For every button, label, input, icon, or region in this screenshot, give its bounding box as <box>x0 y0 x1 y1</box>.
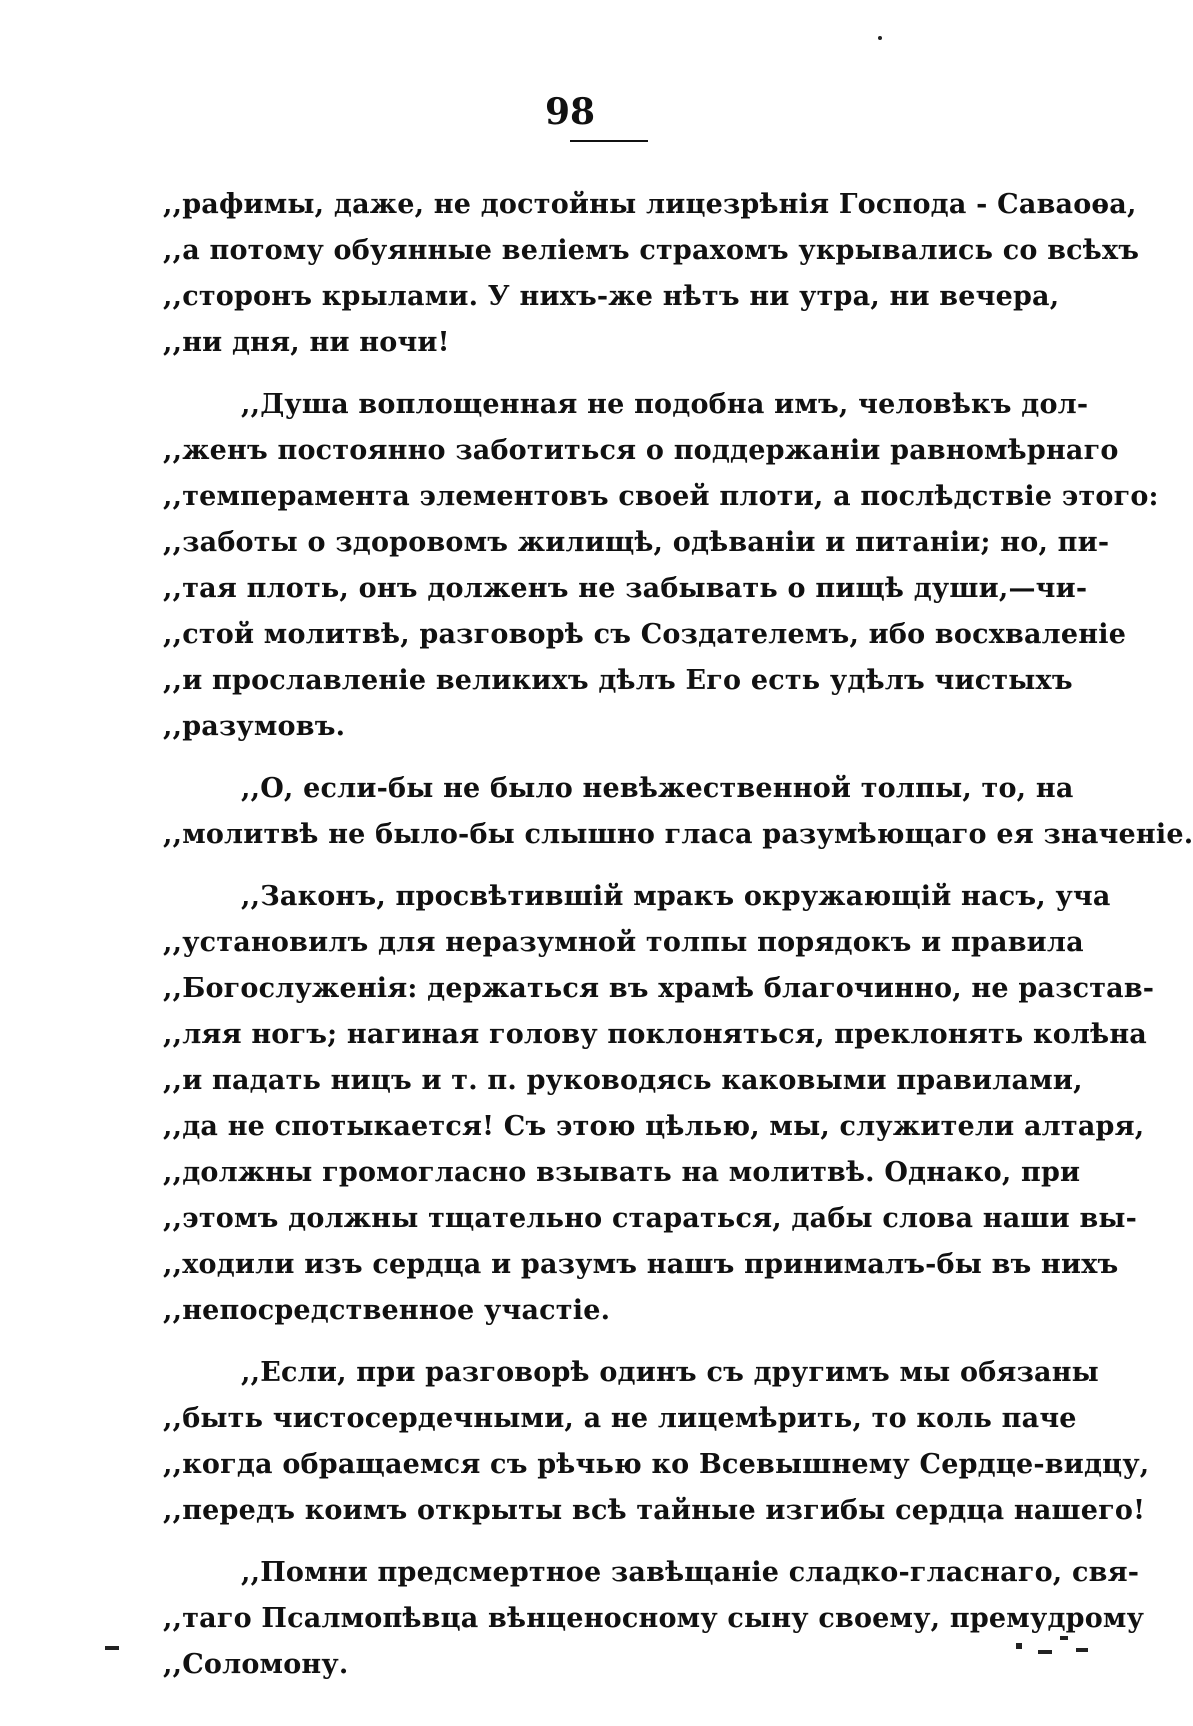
text-line: ,,Если, при разговорѣ одинъ съ другимъ мы обязаны <box>241 1357 1099 1388</box>
text-line: ,,таго Псалмопѣвца вѣнценосному сыну своему, премудрому <box>163 1603 1145 1634</box>
print-speck <box>878 36 882 40</box>
text-line: ,,и прославленіе великихъ дѣлъ Его есть удѣлъ чистыхъ <box>163 665 1073 696</box>
text-line: ,,да не спотыкается! Съ этою цѣлью, мы, служители алтаря, <box>163 1111 1145 1142</box>
text-line: ,,О, если-бы не было невѣжественной толпы, то, на <box>241 773 1074 804</box>
text-line: ,,должны громогласно взывать на молитвѣ. Однако, при <box>163 1157 1081 1188</box>
text-line: ,,Соломону. <box>163 1649 349 1680</box>
page-number-underline <box>570 140 648 142</box>
text-line: ,,этомъ должны тщательно стараться, дабы слова наши вы- <box>163 1203 1138 1234</box>
page-number: 98 <box>544 91 596 133</box>
text-line: ,,рафимы, даже, не достойны лицезрѣнія Господа - Саваоѳа, <box>163 189 1137 220</box>
text-line: ,,ходили изъ сердца и разумъ нашъ принималъ-бы въ нихъ <box>163 1249 1119 1280</box>
text-line: ,,тая плоть, онъ долженъ не забывать о пищѣ души,—чи- <box>163 573 1088 604</box>
text-line: ,,заботы о здоровомъ жилищѣ, одѣваніи и питаніи; но, пи- <box>163 527 1110 558</box>
print-speck <box>1016 1643 1022 1649</box>
text-line: ,,Богослуженія: держаться въ храмѣ благочинно, не разстав- <box>163 973 1155 1004</box>
text-line: ,,ни дня, ни ночи! <box>163 327 450 358</box>
text-line: ,,и падать ницъ и т. п. руководясь каковыми правилами, <box>163 1065 1083 1096</box>
text-line: ,,женъ постоянно заботиться о поддержаніи равномѣрнаго <box>163 435 1119 466</box>
paragraph <box>163 1350 1150 1534</box>
print-speck <box>1060 1636 1068 1640</box>
text-line: ,,когда обращаемся съ рѣчью ко Всевышнему Сердце-видцу, <box>163 1449 1150 1480</box>
text-line: ,,ляя ногъ; нагиная голову поклоняться, преклонять колѣна <box>163 1019 1147 1050</box>
text-line: ,,а потому обуянные веліемъ страхомъ укрывались со всѣхъ <box>163 235 1140 266</box>
paragraph <box>163 382 1159 750</box>
print-speck <box>1038 1650 1052 1654</box>
text-line: ,,Помни предсмертное завѣщаніе сладко-гласнаго, свя- <box>241 1557 1140 1588</box>
text-line: ,,стой молитвѣ, разговорѣ съ Создателемъ, ибо восхваленіе <box>163 619 1127 650</box>
paragraph <box>163 874 1155 1334</box>
text-line: ,,передъ коимъ открыты всѣ тайные изгибы сердца нашего! <box>163 1495 1146 1526</box>
print-speck <box>1076 1648 1088 1652</box>
text-line: ,,установилъ для неразумной толпы порядокъ и правила <box>163 927 1084 958</box>
body-text <box>163 182 1193 1704</box>
paragraph <box>163 766 1193 858</box>
paragraph <box>163 1550 1145 1688</box>
text-line: ,,сторонъ крылами. У нихъ-же нѣтъ ни утра, ни вечера, <box>163 281 1060 312</box>
text-line: ,,темперамента элементовъ своей плоти, а послѣдствіе этого: <box>163 481 1159 512</box>
text-line: ,,Законъ, просвѣтившій мракъ окружающій насъ, уча <box>241 881 1111 912</box>
text-line: ,,быть чистосердечными, а не лицемѣрить, то коль паче <box>163 1403 1077 1434</box>
print-speck <box>105 1646 119 1650</box>
paragraph <box>163 182 1140 366</box>
text-line: ,,молитвѣ не было-бы слышно гласа разумѣющаго ея значеніе. <box>163 819 1193 850</box>
text-line: ,,разумовъ. <box>163 711 346 742</box>
text-line: ,,непосредственное участіе. <box>163 1295 611 1326</box>
text-line: ,,Душа воплощенная не подобна имъ, человѣкъ дол- <box>241 389 1089 420</box>
